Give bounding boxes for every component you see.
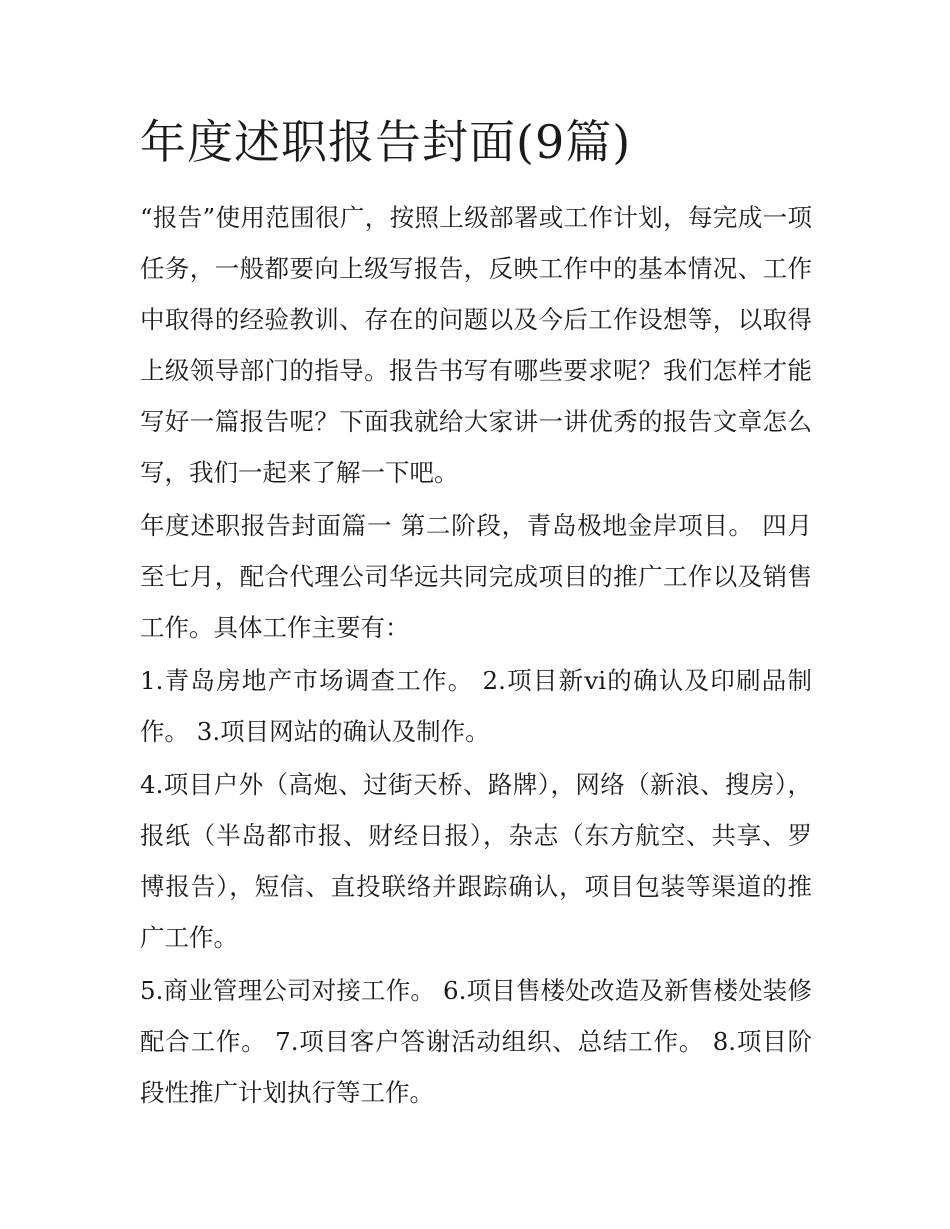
work-item-4: 4.项目户外（高炮、过街天桥、路牌），网络（新浪、搜房），报纸（半岛都市报、财经日报），杂志（东方航空、共享、罗博报告），短信、直投联络并跟踪确认，项目包装等渠道的推广工作。 [140, 770, 812, 952]
work-items-1-3: 1.青岛房地产市场调查工作。 2.项目新vi的确认及印刷品制作。 3.项目网站的确认及制作。 [140, 666, 812, 746]
work-items-5-8: 5.商业管理公司对接工作。 6.项目售楼处改造及新售楼处装修配合工作。 7.项目客户答谢活动组织、总结工作。 8.项目阶段性推广计划执行等工作。 [140, 976, 812, 1107]
document-page [140, 110, 812, 1120]
section-one-paragraph: 年度述职报告封面篇一 第二阶段，青岛极地金岸项目。 四月至七月，配合代理公司华远共同完成项目的推广工作以及销售工作。具体工作主要有： [140, 511, 812, 642]
intro-paragraph: “报告”使用范围很广，按照上级部署或工作计划，每完成一项任务，一般都要向上级写报告，反映工作中的基本情况、工作中取得的经验教训、存在的问题以及今后工作设想等，以取得上级领导部门的指导。报告书写有哪些要求呢？我们怎样才能写好一篇报告呢？下面我就给大家讲一讲优秀的报告文章怎么写，我们一起来了解一下吧。 [140, 203, 812, 487]
document-title: 年度述职报告封面(9篇) [140, 115, 632, 169]
